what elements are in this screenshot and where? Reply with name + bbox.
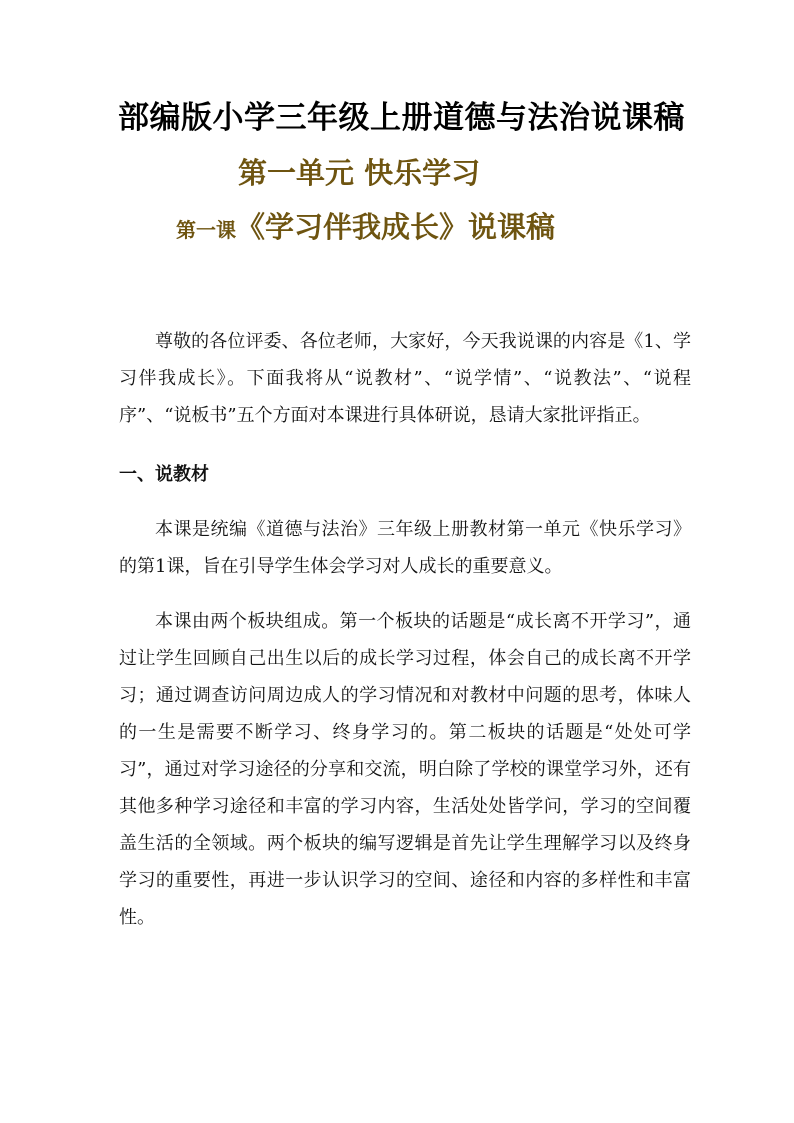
unit-title: 第一单元 快乐学习 <box>238 156 481 190</box>
intro-block <box>119 323 691 434</box>
section-heading: 一、说教材 <box>119 464 209 485</box>
lesson-name: 《学习伴我成长》说课稿 <box>236 210 556 244</box>
lesson-title <box>176 207 555 250</box>
section-paragraph-2: 本课由两个板块组成。第一个板块的话题是“成长离不开学习”，通过让学生回顾自己出生以后的成长学习过程，体会自己的成长离不开学习；通过调查访问周边成人的学习情况和对教材中问题的思考，体味人的一生是需要不断学习、终身学习的。第二板块的话题是“处处可学习”，通过对学习途径的分享和交流，明白除了学校的课堂学习外，还有其他多种学习途径和丰富的学习内容，生活处处皆学问，学习的空间覆盖生活的全领域。两个板块的编写逻辑是首先让学生理解学习以及终身学习的重要性，再进一步认识学习的空间、途径和内容的多样性和丰富性。 <box>119 611 691 928</box>
lesson-prefix: 第一课 <box>176 218 236 242</box>
section-paragraph-2-block <box>119 603 691 936</box>
section-heading-block <box>119 456 691 493</box>
document-title: 部编版小学三年级上册道德与法治说课稿 <box>118 100 685 136</box>
section-paragraph-1: 本课是统编《道德与法治》三年级上册教材第一单元《快乐学习》的第1课，旨在引导学生体会学习对人成长的重要意义。 <box>119 519 691 577</box>
intro-paragraph: 尊敬的各位评委、各位老师，大家好，今天我说课的内容是《1、学习伴我成长》。下面我将从“说教材”、“说学情”、“说教法”、“说程序”、“说板书”五个方面对本课进行具体研说，恳请大家批评指正。 <box>119 331 691 426</box>
section-paragraph-1-block <box>119 511 691 585</box>
